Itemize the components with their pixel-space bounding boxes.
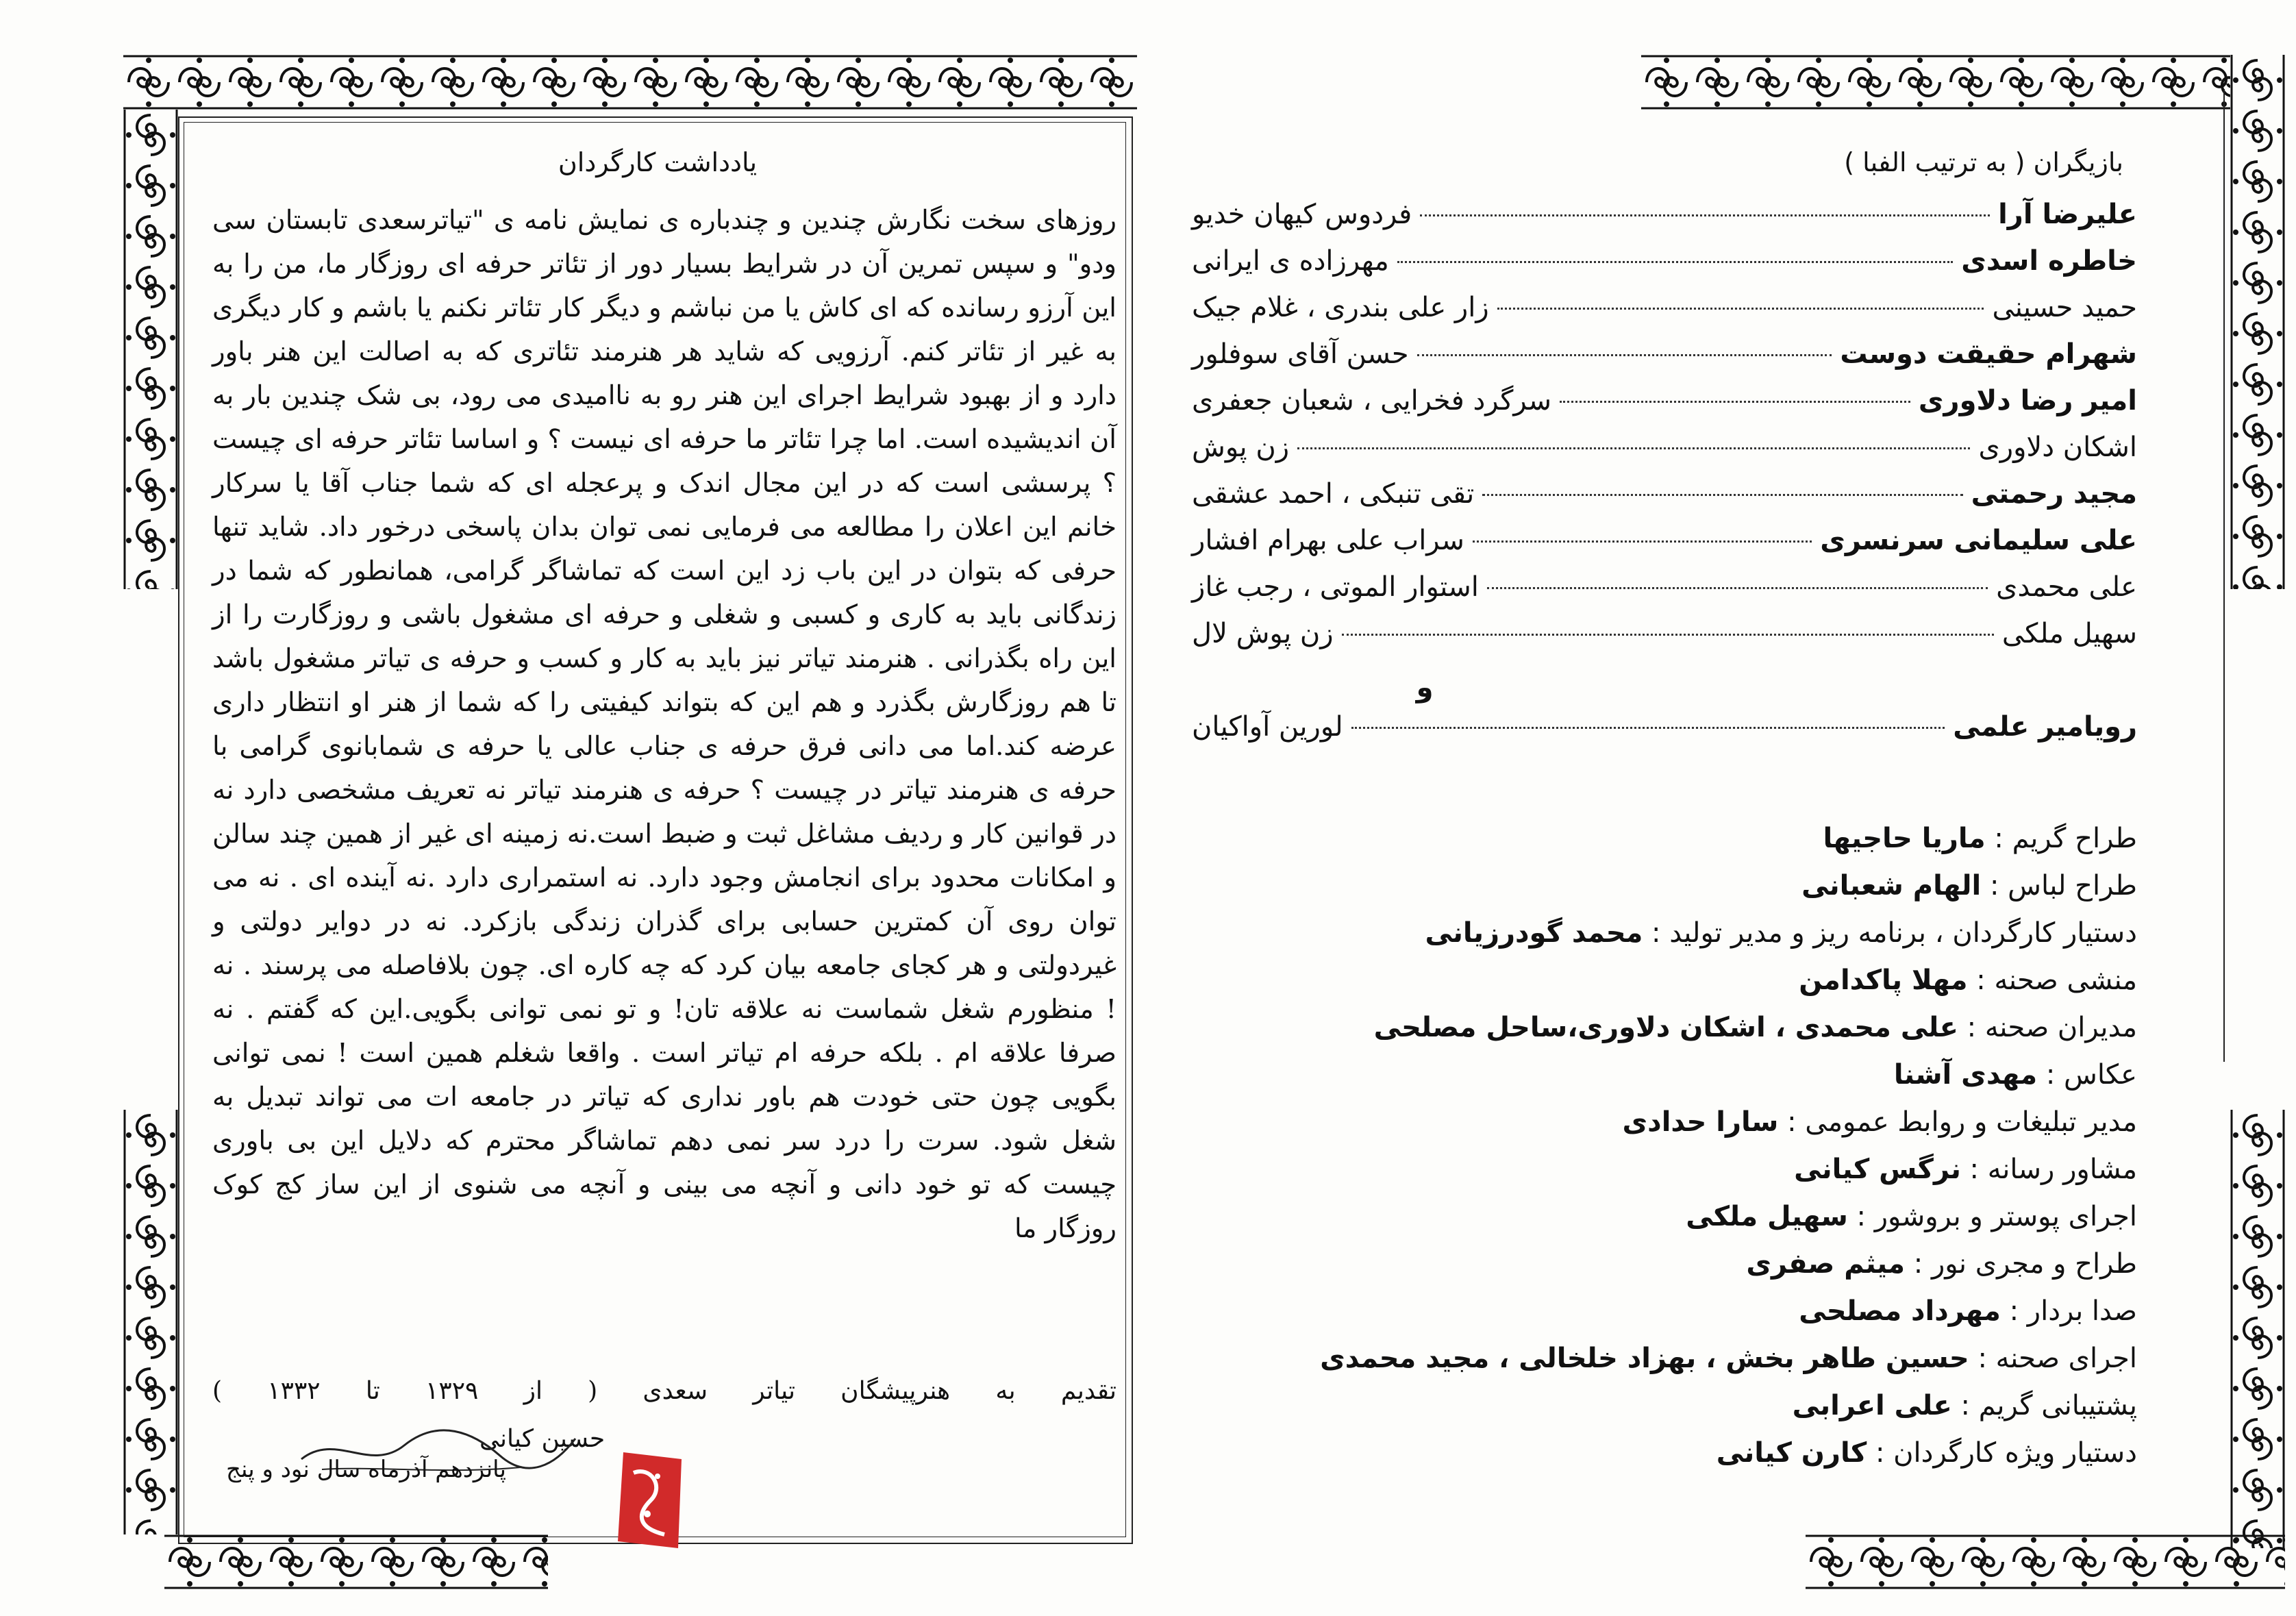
cast-title: بازیگران ( به ترتیب الفبا ) <box>1844 147 2123 177</box>
crew-label: اجرای صحنه : <box>1969 1343 2137 1374</box>
crew-row <box>1192 957 2137 1004</box>
cast-row <box>1192 245 2137 292</box>
cast-row <box>1192 571 2137 618</box>
leader-dots <box>1397 261 1953 263</box>
crew-label: صدا بردار : <box>2000 1295 2137 1327</box>
cast-row <box>1192 385 2137 432</box>
crew-row <box>1192 1241 2137 1288</box>
actor-name: علیرضا آرا <box>1998 199 2137 230</box>
leader-dots <box>1297 447 1970 449</box>
role-name: فردوس کیهان خدیو <box>1192 199 1412 230</box>
crew-row <box>1192 1099 2137 1146</box>
and-separator: و <box>1416 672 1434 704</box>
crew-name: مهرداد مصلحی <box>1799 1295 2001 1327</box>
crew-row <box>1192 1193 2137 1241</box>
cast-row <box>1192 338 2137 385</box>
role-name: حسن آقای سوفلور <box>1192 338 1409 370</box>
crew-row <box>1192 1335 2137 1382</box>
crew-name: نرگس کیانی <box>1794 1154 1961 1185</box>
cast-row <box>1192 432 2137 478</box>
ornament-left-column-bottom <box>123 1110 178 1534</box>
role-name: لورین آواکیان <box>1192 711 1343 743</box>
note-body <box>212 199 1116 1251</box>
leader-dots <box>1473 540 1812 543</box>
actor-name: علی سلیمانی سرنسری <box>1820 525 2137 556</box>
leader-dots <box>1482 494 1962 496</box>
cast-row <box>1192 292 2137 338</box>
ornament-left-column-top <box>123 110 178 589</box>
role-name: تقی تنبکی ، احمد عشقی <box>1192 478 1475 510</box>
ornament-right-column-bottom <box>2230 1110 2285 1548</box>
leader-dots <box>1560 401 1910 403</box>
crew-label: مشاور رسانه : <box>1960 1154 2137 1185</box>
role-name: استوار الموتی ، رجب غاز <box>1192 571 1479 603</box>
crew-label: دستیار کارگردان ، برنامه ریز و مدیر تولید : <box>1643 917 2137 949</box>
cast-list <box>1192 199 2137 758</box>
leader-dots <box>1487 587 1988 589</box>
crew-name: الهام شعبانی <box>1801 870 1982 902</box>
role-name: سرگرد فخرایی ، شعبان جعفری <box>1192 385 1551 417</box>
ornament-top-right-band <box>1641 55 2230 110</box>
role-name: زن پوش <box>1192 432 1290 463</box>
crew-list <box>1192 815 2137 1477</box>
red-name-stamp <box>610 1445 692 1555</box>
crew-label: طراح گریم : <box>1985 823 2137 854</box>
signature-date: پانزدهم آذرماه سال نود و پنج <box>226 1456 506 1483</box>
crew-label: منشی صحنه : <box>1967 965 2137 996</box>
crew-name: علی محمدی ، اشکان دلاوری،ساحل مصلحی <box>1373 1012 1958 1043</box>
crew-label: اجرای پوستر و بروشور : <box>1847 1201 2137 1232</box>
crew-name: میثم صفری <box>1746 1248 1906 1280</box>
crew-name: محمد گودرزیانی <box>1425 917 1643 949</box>
cast-row-final <box>1192 711 2137 758</box>
leader-dots <box>1342 634 1994 636</box>
crew-name: ماریا حاجیها <box>1823 823 1986 854</box>
crew-row <box>1192 1430 2137 1477</box>
ornament-right-column-top <box>2230 55 2285 589</box>
crew-name: علی اعرابی <box>1792 1390 1952 1421</box>
crew-row <box>1192 1052 2137 1099</box>
crew-label: پشتیبانی گریم : <box>1951 1390 2137 1421</box>
crew-name: سارا حدادی <box>1622 1106 1779 1138</box>
crew-row <box>1192 1146 2137 1193</box>
role-name: مهرزاده ی ایرانی <box>1192 245 1389 277</box>
role-name: زن پوش لال <box>1192 618 1334 649</box>
crew-label: عکاس : <box>2037 1059 2137 1091</box>
cast-frame-line <box>2223 89 2225 1062</box>
crew-name: کارن کیانی <box>1716 1437 1867 1469</box>
crew-label: طراح لباس : <box>1981 870 2137 902</box>
actor-name: سهیل ملکی <box>2001 618 2137 649</box>
actor-name: امیر رضا دلاوری <box>1918 385 2137 417</box>
crew-row <box>1192 1004 2137 1052</box>
leader-dots <box>1497 308 1984 310</box>
actor-name: مجید رحمتی <box>1971 478 2137 510</box>
cast-row <box>1192 618 2137 664</box>
crew-row <box>1192 1382 2137 1430</box>
crew-row <box>1192 1288 2137 1335</box>
crew-name: حسین طاهر بخش ، بهزاد خلخالی ، مجید محمدی <box>1320 1343 1969 1374</box>
role-name: زار علی بندری ، غلام جیک <box>1192 292 1489 323</box>
crew-label: مدیران صحنه : <box>1958 1012 2137 1043</box>
leader-dots <box>1417 354 1832 356</box>
crew-label: مدیر تبلیغات و روابط عمومی : <box>1778 1106 2137 1138</box>
role-name: سراب علی بهرام افشار <box>1192 525 1464 556</box>
crew-label: طراح و مجری نور : <box>1905 1248 2137 1280</box>
actor-name: علی محمدی <box>1996 571 2137 603</box>
note-title: یادداشت کارگردان <box>558 147 758 177</box>
actor-name: حمید حسینی <box>1992 292 2137 323</box>
cast-row <box>1192 199 2137 245</box>
signer-name: حسین کیانی <box>479 1425 606 1453</box>
actor-name: خاطره اسدی <box>1961 245 2137 277</box>
leader-dots <box>1351 727 1945 729</box>
cast-row <box>1192 478 2137 525</box>
crew-row <box>1192 910 2137 957</box>
actor-name: رویامیر علمی <box>1953 711 2137 743</box>
crew-label: دستیار ویژه کارگردان : <box>1867 1437 2137 1469</box>
actor-name: اشکان دلاوری <box>1978 432 2137 463</box>
ornament-top-left-band <box>123 55 1137 110</box>
ornament-bottom-right-band <box>1806 1534 2285 1589</box>
cast-row <box>1192 525 2137 571</box>
leader-dots <box>1420 214 1990 216</box>
crew-name: مهدی آشنا <box>1893 1059 2038 1091</box>
dedication-line: تقدیم به هنرپیشگان تیاتر سعدی ( از ۱۳۲۹ تا ۱۳۳۲ ) <box>212 1377 1117 1405</box>
note-paragraph: روزهای سخت نگارش چندین و چندباره ی نمایش نامه ی "تیاترسعدی تابستان سی ودو" و سپس تمرین آن در شرایط بسیار دور از تئاتر حرفه ای روزگار ما، من را به این آرزو رسانده که ای کاش یا من نباشم و دیگر کار تئاتر نکنم یا باشم و کار دیگری به غیر از تئاتر کنم. آرزویی که شاید هر هنرمند تئاتری که به اصالت این هنر باور دارد و از بهبود شرایط اجرای این هنر رو به ناامیدی می رود، بی شک چندین بار به آن اندیشیده است. اما چرا تئاتر ما حرفه ای نیست ؟ و اساسا تئاتر حرفه ای چیست ؟ پرسشی است که در این مجال اندک و پرعجله ای که شما جناب آقا یا سرکار خانم این اعلان را مطالعه می فرمایی نمی توان بدان پاسخی درخور داد. شاید تنها حرفی که بتوان در این باب زد این است که تماشاگر گرامی، همانطور که شما در زندگانی باید به کاری و کسبی و شغلی و حرفه ای مشغول باشی و روزگارت را از این راه بگذرانی . هنرمند تیاتر نیز باید به کار و کسب و حرفه ی تیاتر مشغول باشد تا هم روزگارش بگذرد و هم این که بتواند کیفیتی را که شما از هنر او انتظار داری عرضه کند.اما می دانی فرق حرفه ی جناب عالی یا حرفه ی شمابانوی گرامی با حرفه ی هنرمند تیاتر در چیست ؟ حرفه ی هنرمند تیاتر نه تعریف مشخصی دارد نه در قوانین کار و ردیف مشاغل ثبت و ضبط است.نه زمینه ای غیر از همین چند سالن و امکانات محدود برای انجامش وجود دارد. نه استمراری دارد .نه آینده ای . نه می توان روی آن کمترین حسابی برای گذران زندگی بازکرد. نه در دوایر دولتی و غیردولتی و هر کجای جامعه بیان کرد که چه کاره ای. چون بلافاصله می پرسند . نه ! منظورم شغل شماست نه علاقه تان! و تو نمی توانی بگویی.این که گفتم . نه صرفا علاقه ام . بلکه حرفه ام تیاتر است . واقعا شغلم همین است ! نمی توانی بگویی چون حتی خودت هم باور نداری که تیاتر در جامعه ات می تواند تبدیل به شغل شود. سرت را درد سر نمی دهم تماشاگر محترم که دلایل این بی باوری چیست که تو خود دانی و آنچه می بینی و آنچه می شنوی از این ساز کج کوک روزگار ما <box>212 205 1116 1244</box>
actor-name: شهرام حقیقت دوست <box>1840 338 2137 370</box>
crew-row <box>1192 862 2137 910</box>
crew-row <box>1192 815 2137 862</box>
crew-name: مهلا پاکدامن <box>1799 965 1968 996</box>
crew-name: سهیل ملکی <box>1686 1201 1848 1232</box>
